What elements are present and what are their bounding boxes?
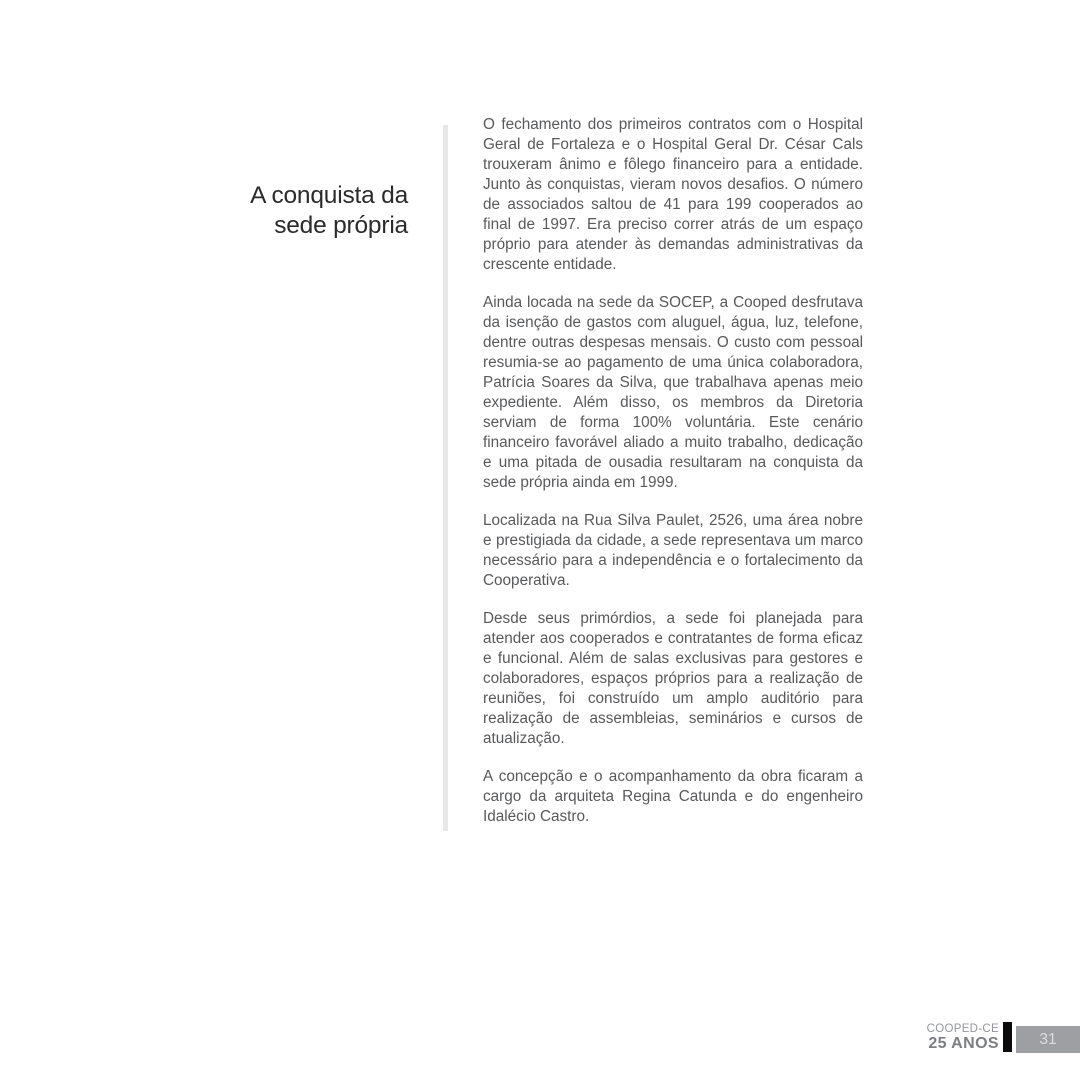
paragraph: A concepção e o acompanhamento da obra ficaram a cargo da arquiteta Regina Catunda e do engenheiro Idalécio Castro. <box>483 768 863 825</box>
page-number-box <box>1016 1026 1080 1053</box>
paragraph: Localizada na Rua Silva Paulet, 2526, uma área nobre e prestigiada da cidade, a sede representava um marco necessário para a independência e o fortalecimento da Cooperativa. <box>483 512 863 589</box>
title-line-2: sede própria <box>274 211 408 239</box>
title-line-1: A conquista da <box>250 182 408 209</box>
page-title <box>108 181 408 240</box>
paragraph: O fechamento dos primeiros contratos com o Hospital Geral de Fortaleza e o Hospital Geral Dr. César Cals trouxeram ânimo e fôlego financeiro para a entidade. Junto às conquistas, vieram novos desafios. O número de associados saltou de 41 para 199 cooperados ao final de 1997. Era preciso correr atrás de um espaço próprio para atender às demandas administrativas da crescente entidade. <box>483 116 863 273</box>
brand-block <box>927 1023 999 1052</box>
brand-name: COOPED-CE <box>926 1023 999 1035</box>
vertical-divider <box>443 125 448 831</box>
paragraph: Ainda locada na sede da SOCEP, a Cooped desfrutava da isenção de gastos com aluguel, água, luz, telefone, dentre outras despesas mensais. O custo com pessoal resumia-se ao pagamento de uma única colaboradora, Patrícia Soares da Silva, que trabalhava apenas meio expediente. Além disso, os membros da Diretoria serviam de forma 100% voluntária. Este cenário financeiro favorável aliado a muito trabalho, dedicação e uma pitada de ousadia resultaram na conquista da sede própria ainda em 1999. <box>483 294 863 491</box>
footer-divider-bar <box>1003 1022 1012 1052</box>
body-text-column <box>483 115 863 845</box>
paragraph: Desde seus primórdios, a sede foi planejada para atender aos cooperados e contratantes de forma eficaz e funcional. Além de salas exclusivas para gestores e colaboradores, espaços próprios para a realização de reuniões, foi construído um amplo auditório para realização de assembleias, seminários e cursos de atualização. <box>483 610 863 747</box>
brand-anniversary: 25 ANOS <box>928 1035 999 1052</box>
page-number: 31 <box>1039 1030 1057 1048</box>
